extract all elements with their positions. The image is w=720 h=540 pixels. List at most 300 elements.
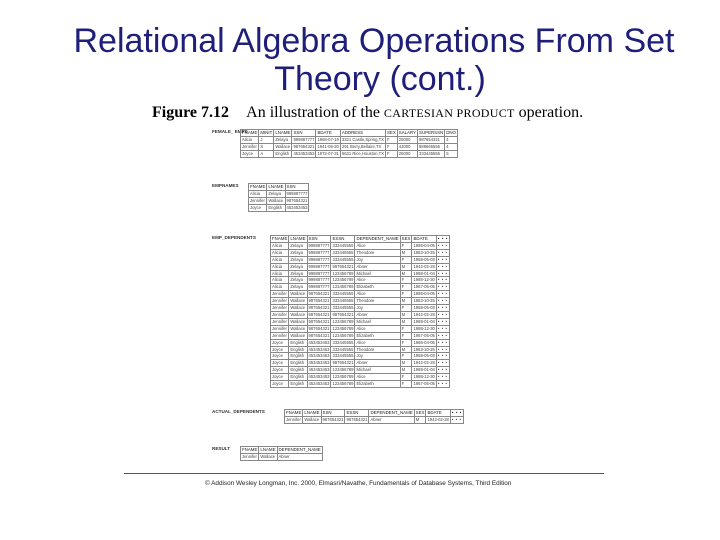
table-cell: • • • [437,325,448,331]
table-cell: English [289,381,307,388]
table-cell: 987654321 [293,143,315,149]
table-cell: 1958-05-03 [413,256,435,262]
table-cell: 1958-05-03 [413,353,435,359]
table-cell: Elizabeth [355,381,400,388]
column-header: BDATE [316,130,340,137]
table-cell: Alicia [271,270,289,277]
column-header: DEPENDENT_NAME [278,447,321,452]
table-cell: 1988-12-30 [413,325,435,331]
column-header: MINIT [260,130,273,135]
table-header-row [285,410,464,417]
table-cell: Zelaya [289,277,307,284]
table-row [271,291,450,298]
table-cell: Jennifer [272,298,287,304]
table-cell: Zelaya [267,190,285,197]
caption-prefix: An illustration of the [246,104,380,121]
table-row [271,325,450,332]
empnames-table [248,183,309,212]
table-cell: 999887777 [308,284,330,290]
table-cell: 333445555 [332,242,354,248]
table-cell: Zelaya [289,242,307,249]
relation-name: EMP_DEPENDENTS [212,235,256,240]
table-cell: Jennifer [272,305,287,311]
table-cell: 999887777 [308,277,330,283]
table-cell: • • • [437,242,448,248]
table-cell: Alice [355,291,400,298]
table-cell: 987654321 [308,298,330,304]
table-row [271,263,450,270]
table-cell: • • • [437,291,448,297]
column-header: LNAME [260,447,276,452]
table-cell: 1983-10-25 [413,249,435,255]
column-header: LNAME [275,130,291,135]
actual-dependents-table [284,409,464,424]
table-cell: Abner [355,360,400,367]
column-header: ESSN [345,410,369,417]
table-cell: Zelaya [289,284,307,291]
copyright-notice: © Addison Wesley Longman, Inc. 2000, Elmasri/Navathe, Fundamentals of Database Systems, Third Edition [205,480,512,487]
table-cell: 999887777 [308,256,330,262]
table-cell: Abner [355,263,400,270]
table-row [241,136,458,143]
table-cell: 987654321 [308,325,330,331]
table-row [285,416,464,423]
table-cell: 987654321 [332,311,354,317]
table-cell: M [400,270,412,277]
column-header: LNAME [290,236,306,241]
table-row [241,143,458,150]
table-row [271,367,450,374]
table-cell: • • • [437,346,448,352]
column-header: SUPERSSN [419,130,444,135]
result-table [240,446,323,461]
table-cell: Jennifer [272,318,287,324]
table-row [271,318,450,325]
table-cell: M [400,360,412,367]
table-cell: Michael [355,270,400,277]
table-cell: S [259,143,274,150]
table-row [241,150,458,157]
table-cell: F [400,291,412,298]
table-cell: 1983-10-25 [413,346,435,352]
table-cell: • • • [437,311,448,317]
table-row [271,360,450,367]
column-header: DEPENDENT_NAME [356,236,399,241]
table-row [241,453,323,460]
table-cell: 453453453 [308,367,330,373]
table-cell: Wallace [260,453,276,459]
column-header: SEX [415,410,425,415]
table-cell: 453453453 [286,204,308,210]
table-header-row [241,130,458,137]
table-header-row [241,447,323,454]
table-cell: J [259,136,274,143]
relation-name: EMPNAMES [212,183,239,188]
table-cell: 25000 [397,150,417,157]
caption-suffix: operation. [518,104,584,121]
table-cell: 5 [445,150,458,157]
table-cell: M [400,263,412,270]
table-header-row [271,236,450,243]
table-cell: 333445555 [332,305,354,311]
table-cell: English [267,204,285,211]
table-row [271,256,450,263]
table-cell: 999887777 [308,249,330,255]
table-cell: Theodore [355,346,400,353]
table-cell: 1972-07-31 [317,150,339,156]
table-cell: 987654321 [322,416,344,422]
table-cell: 999887777 [308,263,330,269]
column-header: FNAME [272,236,288,241]
table-cell: 333445555 [332,346,354,352]
table-cell: 1941-06-20 [317,143,339,149]
table-cell: 333445555 [332,353,354,359]
table-cell: Wallace [268,197,284,203]
table-cell: Elizabeth [355,332,400,339]
table-cell: F [400,339,412,346]
table-cell: 1988-01-04 [413,318,435,324]
column-header: SSN [292,130,316,137]
table-cell: 1942-02-28 [413,263,435,269]
table-cell: • • • [451,416,462,422]
table-cell: Joyce [271,353,289,360]
relation-name: FEMALE_ EMPS [212,129,248,134]
table-cell: 1967-05-05 [413,284,435,290]
table-cell: A [259,150,274,157]
table-row [271,249,450,256]
table-cell: Joy [355,256,400,263]
table-cell: Alicia [249,190,267,197]
table-cell: Jennifer [286,416,301,422]
table-cell: F [400,242,412,249]
table-cell: Abner [277,453,322,460]
column-header: BDATE [412,236,436,243]
relation-name: RESULT [212,446,231,451]
table-cell: 1968-07-19 [317,136,339,142]
table-cell: Michael [355,318,400,325]
table-cell: Alice [355,325,400,332]
table-cell: 3321 Castle,Spring,TX [341,136,384,142]
table-cell: 123456789 [332,277,354,283]
table-cell: 1988-12-30 [413,277,435,283]
table-cell: Alicia [271,277,289,284]
table-row [271,381,450,388]
table-cell: 123456789 [332,367,354,373]
table-cell: Jennifer [272,325,287,331]
table-cell: Wallace [290,298,306,304]
table-cell: Joyce [241,150,259,157]
table-cell: 453453453 [308,353,330,359]
table-cell: 1967-05-05 [413,381,435,387]
table-cell: 987654321 [286,197,308,203]
slide-title-line-2: Theory (cont.) [274,60,486,98]
table-cell: 987654321 [308,305,330,311]
table-cell: Joyce [271,367,289,374]
table-cell: F [400,381,412,388]
table-cell: Joyce [271,360,289,367]
table-row [271,270,450,277]
table-cell: • • • [437,353,448,359]
column-header: SALARY [398,130,417,135]
table-cell: 4 [445,143,458,150]
table-cell: F [386,150,398,157]
table-cell: Alice [355,339,400,346]
table-cell: English [289,353,307,360]
figure-label: Figure 7.12 [152,104,230,121]
table-cell: Alice [355,242,400,249]
column-header: DNO [446,130,456,135]
table-cell: M [400,311,412,318]
column-header: ADDRESS [340,130,385,137]
table-cell: Wallace [290,305,306,311]
table-cell: • • • [437,277,448,283]
table-row [249,204,309,211]
table-cell: 123456789 [332,374,354,380]
table-cell: 1942-02-28 [413,311,435,317]
table-cell: 1958-05-03 [413,305,435,311]
table-cell: M [400,318,412,325]
slide-title-line-1: Relational Algebra Operations From Set [73,22,675,60]
table-cell: 999887777 [293,136,315,142]
table-cell: Zelaya [289,249,307,256]
table-cell: Wallace [290,332,306,338]
slide-title [0,22,720,98]
table-cell: • • • [437,263,448,269]
table-cell: 999887777 [286,190,308,196]
table-cell: Jennifer [272,291,287,297]
table-cell: • • • [437,374,448,380]
table-cell: Alicia [241,136,259,143]
table-cell: • • • [437,318,448,324]
column-header: LNAME [304,410,320,415]
column-header: FNAME [286,410,302,415]
table-row [271,332,450,339]
table-cell: 999887777 [308,270,330,276]
table-row [271,346,450,353]
table-cell: Wallace [290,325,306,331]
table-cell: • • • [437,256,448,262]
table-cell: Alicia [271,242,289,249]
table-cell: • • • [437,249,448,255]
table-cell: Wallace [275,143,291,149]
table-cell: F [400,284,412,291]
table-cell: Joyce [271,381,289,388]
table-cell: 987654321 [332,263,354,269]
table-cell: 453453453 [293,150,315,156]
table-cell: Alicia [271,263,289,270]
female-emps-table [240,129,458,158]
table-cell: F [386,136,398,143]
table-cell: Zelaya [289,263,307,270]
table-cell: F [400,305,412,312]
table-cell: 1942-02-28 [413,360,435,366]
table-cell: 333445555 [332,298,354,304]
table-cell: M [400,367,412,374]
column-header: LNAME [268,184,284,189]
table-cell: Alicia [271,249,289,256]
table-cell: • • • [437,284,448,290]
table-cell: Elizabeth [355,284,400,291]
table-cell: • • • [437,381,448,387]
table-row [271,277,450,284]
table-cell: 1988-12-30 [413,374,435,380]
table-cell: • • • [437,367,448,373]
table-cell: 123456789 [332,270,354,276]
table-header-row [249,184,309,191]
table-cell: Wallace [290,291,306,297]
table-cell: 987654321 [308,291,330,297]
table-row [271,305,450,312]
table-cell: M [400,249,412,256]
table-cell: 123456789 [332,284,354,290]
table-cell: F [400,256,412,263]
table-cell: Alice [355,374,400,381]
table-cell: Abner [355,311,400,318]
table-row [271,339,450,346]
column-header: SEX [401,236,411,241]
table-cell: 333445555 [332,256,354,262]
table-cell: Jennifer [272,332,287,338]
table-cell: Wallace [290,318,306,324]
table-cell: Joyce [271,374,289,381]
column-header: SSN [307,236,331,243]
column-header: BDATE [426,410,450,417]
table-cell: Zelaya [289,270,307,277]
table-cell: 333445555 [418,150,445,157]
table-cell: Alice [355,277,400,284]
table-cell: 25000 [397,136,417,143]
caption-smallcaps: CARTESIAN PRODUCT [383,106,515,120]
table-cell: Jennifer [272,311,287,317]
column-header: ESSN [331,236,355,243]
column-header: FNAME [242,130,258,135]
table-cell: 1988-01-04 [413,270,435,276]
table-cell: English [289,367,307,374]
table-cell: F [400,332,412,339]
table-cell: F [400,374,412,381]
table-cell: English [289,374,307,381]
table-cell: M [414,416,426,423]
table-cell: Alicia [271,284,289,291]
table-cell: • • • [437,339,448,345]
table-cell: 987654321 [308,332,330,338]
column-header: • • • [437,236,448,241]
table-cell: Michael [355,367,400,374]
table-cell: English [274,150,292,157]
table-cell: Wallace [304,416,320,422]
table-cell: Joyce [271,339,289,346]
table-cell: 987654321 [308,318,330,324]
table-cell: English [289,339,307,346]
column-header: FNAME [242,447,258,452]
table-cell: 333445555 [332,291,354,297]
table-cell: 987654321 [418,136,445,143]
table-cell: 123456789 [332,381,354,387]
table-cell: Jennifer [242,453,257,459]
table-cell: 1986-04-05 [413,339,435,345]
table-cell: 453453453 [308,360,330,366]
table-cell: 1986-04-05 [413,291,435,297]
table-row [271,353,450,360]
table-row [249,197,309,204]
table-cell: Zelaya [274,136,292,143]
table-cell: 43000 [397,143,417,150]
emp-dependents-table [270,235,450,388]
column-header: DEPENDENT_NAME [370,410,413,415]
table-cell: 123456789 [332,318,354,324]
table-cell: F [400,353,412,360]
table-cell: Wallace [290,311,306,317]
column-header: SSN [285,184,309,191]
table-row [271,298,450,305]
relation-name: ACTUAL_DEPENDENTS [212,409,265,414]
table-cell: Jennifer [242,143,257,149]
table-cell: • • • [437,270,448,276]
column-header: FNAME [250,184,266,189]
table-cell: 1983-10-25 [413,298,435,304]
table-row [271,374,450,381]
table-cell: 123456789 [332,332,354,338]
figure-caption [152,104,583,122]
table-cell: 5631 Rice,Houston,TX [341,150,384,156]
table-cell: Zelaya [289,256,307,263]
table-cell: Alicia [271,256,289,263]
table-cell: 1986-04-05 [413,242,435,248]
table-cell: 453453453 [308,346,330,352]
column-header: SEX [387,130,396,135]
table-cell: 453453453 [308,374,330,380]
table-cell: Joy [355,353,400,360]
table-cell: F [386,143,398,150]
table-cell: F [400,325,412,332]
column-header: • • • [451,410,462,415]
table-cell: • • • [437,332,448,338]
column-header: SSN [321,410,345,417]
table-cell: Joyce [271,346,289,353]
table-cell: 123456789 [332,325,354,331]
table-cell: • • • [437,305,448,311]
table-cell: • • • [437,298,448,304]
table-cell: 1988-01-04 [413,367,435,373]
table-cell: 987654321 [332,360,354,366]
table-row [249,190,309,197]
table-cell: 987654321 [346,416,368,422]
table-cell: 453453453 [308,339,330,345]
footer-divider [124,473,604,474]
table-cell: Joyce [249,204,267,211]
table-cell: 333445555 [332,339,354,345]
table-cell: M [400,346,412,353]
table-cell: M [400,298,412,305]
table-cell: 453453453 [308,381,330,387]
table-cell: 333445555 [332,249,354,255]
table-cell: F [400,277,412,284]
table-row [271,284,450,291]
table-cell: English [289,360,307,367]
table-row [271,311,450,318]
table-cell: • • • [437,360,448,366]
table-cell: 1942-02-28 [427,416,449,422]
table-cell: 888665555 [418,143,445,150]
table-cell: Joy [355,305,400,312]
table-row [271,242,450,249]
table-cell: English [289,346,307,353]
table-cell: 987654321 [308,311,330,317]
table-cell: Theodore [355,298,400,305]
table-cell: Theodore [355,249,400,256]
table-cell: Abner [369,416,414,423]
table-cell: 4 [445,136,458,143]
